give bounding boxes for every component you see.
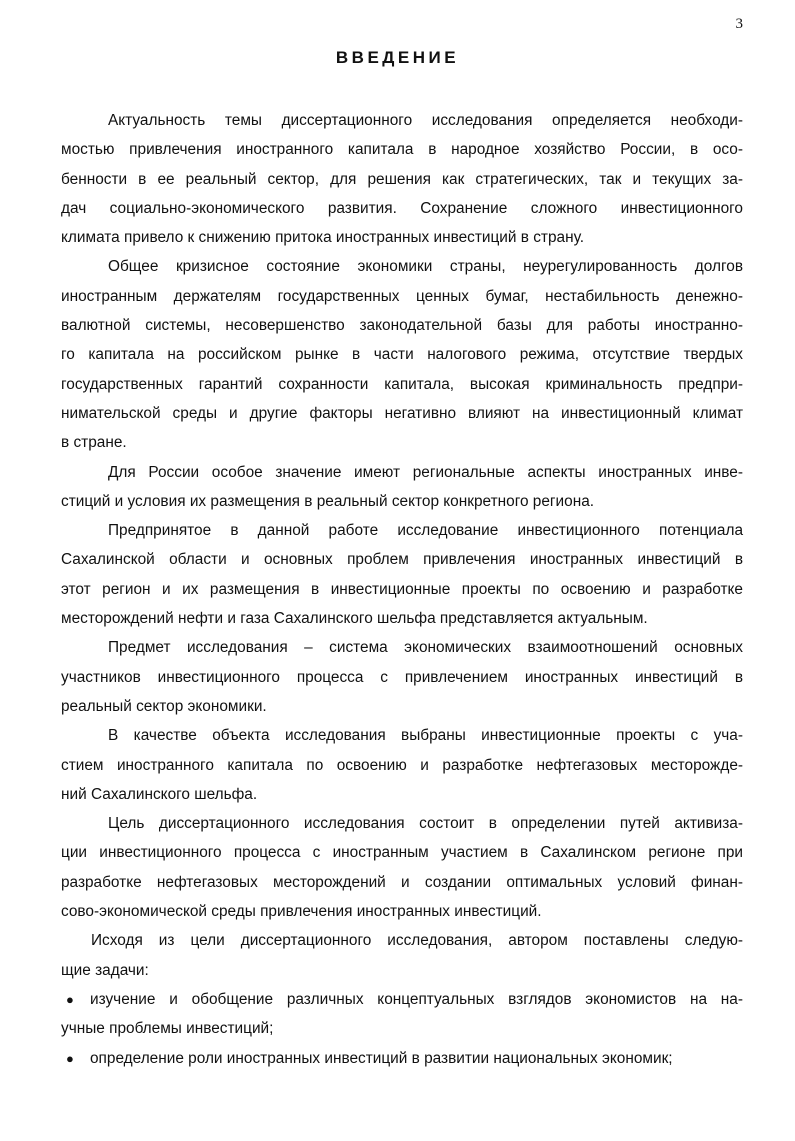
bullet-text: определение роли иностранных инвестиций в развитии национальных экономик;: [90, 1049, 673, 1067]
page-number: 3: [735, 16, 743, 32]
text-line: разработке нефтегазовых месторождений и создании оптимальных условий финан-: [61, 873, 743, 891]
bullet-item: [61, 1044, 743, 1073]
text-line: стием иностранного капитала по освоению и разработке нефтегазовых месторожде-: [61, 756, 743, 774]
text-line: стиций и условия их размещения в реальный сектор конкретного региона.: [61, 492, 595, 510]
text-line: Исходя из цели диссертационного исследования, автором поставлены следую-: [91, 932, 743, 950]
text-line: этот регион и их размещения в инвестиционные проекты по освоению и разработке: [61, 580, 743, 598]
text-line: Цель диссертационного исследования состоит в определении путей активиза-: [108, 815, 743, 833]
text-line: го капитала на российском рынке в части налогового режима, отсутствие твердых: [61, 346, 743, 364]
text-line: ции инвестиционного процесса с иностранным участием в Сахалинском регионе при: [61, 844, 743, 862]
bullet-icon: ●: [66, 991, 74, 1007]
text-line: сово-экономической среды привлечения иностранных инвестиций.: [61, 903, 542, 921]
text-line: щие задачи:: [61, 961, 149, 979]
text-line: учные проблемы инвестиций;: [61, 1020, 274, 1038]
text-line: ний Сахалинского шельфа.: [61, 785, 258, 803]
text-line: реальный сектор экономики.: [61, 697, 267, 715]
text-line: государственных гарантий сохранности капитала, высокая криминальность предпри-: [61, 375, 743, 393]
text-line: в стране.: [61, 434, 127, 452]
text-line: Актуальность темы диссертационного исследования определяется необходи-: [108, 112, 743, 129]
text-line: Для России особое значение имеют региональные аспекты иностранных инве-: [108, 463, 743, 481]
text-line: В качестве объекта исследования выбраны инвестиционные проекты с уча-: [108, 727, 743, 745]
text-line: бенности в ее реальный сектор, для решения как стратегических, так и текущих за-: [61, 170, 743, 188]
body-text: [61, 106, 743, 1073]
page-title: ВВЕДЕНИЕ: [335, 48, 460, 67]
text-line: Общее кризисное состояние экономики страны, неурегулированность долгов: [108, 258, 743, 276]
bullet-item: [61, 985, 743, 1014]
text-line: участников инвестиционного процесса с привлечением иностранных инвестиций в: [61, 668, 743, 686]
text-line: нимательской среды и другие факторы негативно влияют на инвестиционный климат: [61, 404, 743, 422]
bullet-text: изучение и обобщение различных концептуальных взглядов экономистов на на-: [90, 990, 743, 1008]
bullet-icon: ●: [66, 1050, 74, 1066]
text-line: Сахалинской области и основных проблем привлечения иностранных инвестиций в: [61, 551, 743, 569]
text-line: месторождений нефти и газа Сахалинского шельфа представляется актуальным.: [61, 610, 648, 628]
text-line: Предмет исследования – система экономических взаимоотношений основных: [108, 639, 743, 657]
text-line: мостью привлечения иностранного капитала в народное хозяйство России, в осо-: [61, 141, 743, 159]
text-line: иностранным держателям государственных ценных бумаг, нестабильность денежно-: [61, 287, 743, 305]
text-line: дач социально-экономического развития. Сохранение сложного инвестиционного: [61, 199, 743, 217]
text-line: Предпринятое в данной работе исследование инвестиционного потенциала: [108, 522, 743, 540]
text-line: валютной системы, несовершенство законодательной базы для работы иностранно-: [61, 317, 743, 335]
text-line: климата привело к снижению притока иностранных инвестиций в страну.: [61, 229, 585, 247]
